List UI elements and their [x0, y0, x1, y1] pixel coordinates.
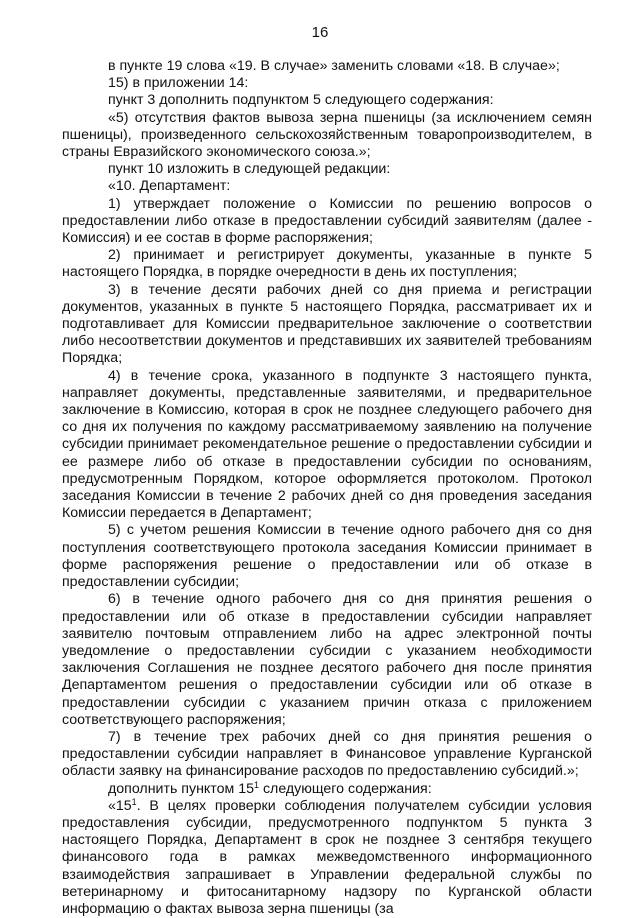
paragraph-text-before: дополнить пунктом 15 [108, 780, 254, 797]
paragraph: 15) в приложении 14: [108, 75, 249, 92]
paragraph: пункт 10 изложить в следующей редакции: [108, 161, 391, 178]
paragraph [62, 781, 592, 798]
paragraph: 5) с учетом решения Комиссии в течение одного рабочего дня со дня поступления соответствующего протокола заседания Комиссии принимает в форме распоряжения решение о предоставлении или об отказе в предоставлении субсидии; [62, 522, 592, 591]
paragraph: в пункте 19 слова «19. В случае» заменить словами «18. В случае»; [108, 58, 560, 74]
paragraph-text-after: следующего содержания: [259, 780, 432, 797]
superscript-index: 1 [131, 796, 137, 807]
paragraph [62, 798, 592, 918]
paragraph: «10. Департамент: [108, 178, 231, 195]
paragraph: «5) отсутствия фактов вывоза зерна пшеницы (за исключением семян пшеницы), произведенного сельскохозяйственным товаропроизводителем, в страны Евразийского экономического союза.»; [62, 109, 592, 161]
paragraph: пункт 3 дополнить подпунктом 5 следующего содержания: [108, 92, 494, 109]
paragraph: 7) в течение трех рабочих дней со дня принятия решения о предоставлении субсидии направляет в Финансовое управление Курганской области заявку на финансирование расходов по предоставлению субсидий.»; [62, 728, 592, 780]
paragraph: 2) принимает и регистрирует документы, указанные в пункте 5 настоящего Порядка, в порядке очередности в день их поступления; [62, 247, 592, 281]
paragraph: 3) в течение десяти рабочих дней со дня приема и регистрации документов, указанных в пункте 5 настоящего Порядка, рассматривает их и подготавливает для Комиссии предварительное заключение о соответствии либо несоответствии документов и представивших их заявителей требованиям Порядка; [62, 281, 592, 367]
paragraph-text-before: «15 [108, 797, 132, 814]
document-body [62, 58, 592, 918]
paragraph: 4) в течение срока, указанного в подпункте 3 настоящего пункта, направляет документы, представленные заявителями, и предварительное заключение в Комиссию, которая в срок не позднее следующего рабочего дня со дня их получения по каждому рассматриваемому заявлению на получение субсидии принимает рекомендательное решение о предоставлении субсидии и ее размере либо об отказе в предоставлении субсидии по основаниям, предусмотренным Порядком, которое оформляется протоколом. Протокол заседания Комиссии в течение 2 рабочих дней со дня проведения заседания Комиссии передается в Департамент; [62, 367, 592, 522]
paragraph: 6) в течение одного рабочего дня со дня принятия решения о предоставлении или об отказе в предоставлении субсидии направляет заявителю почтовым отправлением либо на адрес электронной почты уведомление о предоставлении субсидии с указанием необходимости заключения Соглашения не позднее десятого рабочего дня после принятия Департаментом решения о предоставлении субсидии или об отказе в предоставлении субсидии с указанием причин отказа с приложением соответствующего распоряжения; [62, 591, 592, 728]
paragraph: 1) утверждает положение о Комиссии по решению вопросов о предоставлении либо отказе в предоставлении субсидий заявителям (далее - Комиссия) и ее состав в форме распоряжения; [62, 195, 592, 247]
page-number: 16 [311, 24, 329, 41]
superscript-index: 1 [253, 779, 259, 790]
paragraph-text-after: . В целях проверки соблюдения получателем субсидии условия предоставления субсидии, предусмотренного подпунктом 5 пункта 3 настоящего Порядка, Департамент в срок не позднее 3 сентября текущего финансового года в рамках межведомственного информационного взаимодействия запрашивает в Управлении федеральной службы по ветеринарному и фитосанитарному надзору по Курганской области информацию о фактах вывоза зерна пшеницы (за [62, 797, 592, 917]
